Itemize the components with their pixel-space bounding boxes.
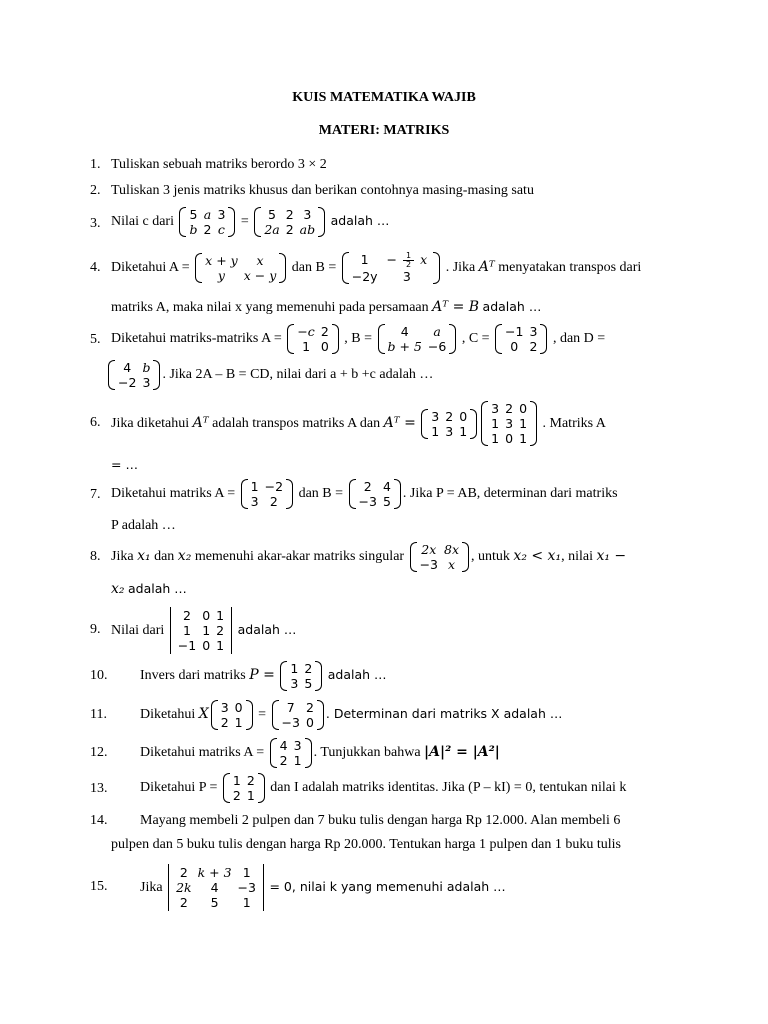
equation: P =	[249, 667, 275, 683]
matrix-cell: 1	[246, 787, 255, 803]
determinant-matrix	[170, 608, 232, 653]
question-5	[111, 322, 605, 356]
separator: , C =	[461, 331, 490, 346]
question-7-line2	[111, 517, 176, 535]
matrix-a	[270, 738, 312, 768]
question-7-mid: dan B =	[298, 486, 344, 501]
matrix-cell: b + 5	[387, 338, 422, 354]
matrix-cell: 2	[203, 221, 212, 237]
question-3-intro: Nilai c dari	[111, 214, 174, 229]
matrix-cell	[381, 252, 434, 269]
matrix-cell: 3	[303, 206, 312, 222]
matrix-cell: 2	[304, 660, 313, 676]
matrix-cell: k + 3	[197, 865, 232, 881]
matrix-cell: 2k	[176, 880, 192, 896]
transpose-symbol: Aᵀ	[478, 259, 495, 275]
matrix-cell: 5	[304, 675, 313, 691]
expression: x₁ −	[596, 548, 627, 564]
question-13	[140, 771, 626, 805]
question-number: 2.	[90, 183, 101, 198]
matrix-left	[421, 409, 477, 439]
question-7	[111, 477, 618, 511]
question-13-tail: dan I adalah matriks identitas. Jika (P – kI) = 0, tentukan nilai k	[270, 780, 627, 795]
matrix-cell: 1	[216, 608, 225, 624]
matrix-cell: 3	[142, 374, 151, 390]
question-8-intro: Jika	[111, 549, 134, 564]
question-4-line2-text: matriks A, maka nilai x yang memenuhi pada persamaan	[111, 300, 429, 315]
fraction-numerator: 1	[403, 252, 414, 261]
matrix-cell: 1	[491, 416, 500, 432]
matrix-cell: 3	[431, 408, 440, 424]
question-4-post: . Jika	[445, 260, 476, 275]
question-2-text: Tuliskan 3 jenis matriks khusus dan berikan contohnya masing-masing satu	[111, 183, 534, 198]
matrix-cell: −2	[264, 478, 284, 494]
matrix-cell: −6	[427, 338, 447, 354]
matrix-cell: −3	[281, 714, 300, 730]
matrix-cell: 5	[210, 895, 219, 911]
matrix-right	[481, 401, 537, 446]
question-10-tail: adalah …	[327, 667, 387, 682]
transpose-symbol: Aᵀ	[192, 415, 209, 431]
matrix-cell: 0	[305, 714, 314, 730]
question-9-tail: adalah …	[237, 622, 297, 637]
matrix-cell: 1	[216, 638, 225, 654]
matrix-cell: −2y	[351, 268, 378, 284]
matrix-cell: −2	[118, 374, 137, 390]
question-8	[111, 539, 626, 574]
matrix-cell: 2	[505, 401, 514, 417]
question-14-line1: Mayang membeli 2 pulpen dan 7 buku tulis dengan harga Rp 12.000. Alan membeli 6	[140, 813, 621, 828]
question-5-intro: Diketahui matriks-matriks A =	[111, 331, 282, 346]
matrix-cell: 2	[279, 752, 288, 768]
matrix-a	[195, 253, 286, 283]
variable: x₂	[177, 548, 192, 564]
question-12-intro: Diketahui matriks A =	[140, 745, 265, 760]
matrix-right	[272, 700, 324, 730]
equals-sign: =	[258, 707, 266, 722]
equation: Aᵀ =	[383, 415, 416, 431]
matrix-cell: x − y	[243, 267, 277, 283]
question-7-tail: . Jika P = AB, determinan dari matriks	[402, 486, 618, 501]
matrix-cell: 1	[202, 623, 211, 639]
variable: x₂	[111, 581, 125, 597]
question-4-line2-tail: adalah …	[482, 299, 542, 314]
question-number: 6.	[90, 415, 101, 430]
matrix-cell: 0	[202, 638, 211, 654]
matrix-cell: 8x	[444, 541, 460, 557]
determinant-matrix	[168, 865, 264, 910]
question-number: 7.	[90, 487, 101, 502]
matrix-cell: 2	[246, 772, 255, 788]
matrix-cell: 1	[293, 752, 302, 768]
matrix-right	[254, 207, 325, 237]
question-15-tail: = 0, nilai k yang memenuhi adalah …	[269, 879, 506, 894]
matrix-cell: −3	[419, 556, 439, 572]
variable: x	[420, 251, 428, 267]
fraction	[400, 252, 417, 269]
matrix-left	[179, 207, 235, 237]
matrix-cell: 3	[505, 416, 514, 432]
matrix-a	[287, 324, 338, 354]
question-number: 9.	[90, 622, 101, 637]
question-4-mid: dan B =	[291, 260, 337, 275]
matrix-cell: 2	[220, 714, 229, 730]
matrix-cell: −3	[237, 880, 256, 896]
matrix-cell: 3	[402, 268, 411, 284]
minus-sign: −	[386, 251, 398, 267]
question-12-post: . Tunjukkan bahwa	[313, 745, 421, 760]
matrix-cell: a	[433, 323, 441, 339]
matrix	[410, 542, 469, 572]
question-number: 13.	[90, 781, 108, 796]
matrix-cell: 1	[302, 338, 311, 354]
question-number: 3.	[90, 216, 101, 231]
matrix-cell: 4	[210, 880, 219, 896]
page-subtitle: MATERI: MATRIKS	[318, 123, 450, 138]
matrix-cell: 0	[320, 338, 329, 354]
matrix-cell: 2	[232, 787, 241, 803]
matrix-d	[108, 360, 160, 390]
matrix-cell: 1	[250, 478, 259, 494]
matrix-cell: 1	[491, 431, 500, 447]
question-number: 8.	[90, 549, 101, 564]
matrix-cell: ab	[299, 221, 316, 237]
question-15-intro: Jika	[140, 880, 163, 895]
matrix-cell: b	[142, 359, 151, 375]
matrix-left	[211, 700, 253, 730]
matrix-cell: 3	[491, 401, 500, 417]
matrix-cell: 2	[183, 608, 191, 624]
matrix-cell: 5	[189, 206, 198, 222]
matrix-cell: −3	[358, 493, 377, 509]
question-4-line2	[111, 298, 541, 317]
question-6-tail: . Matriks A	[542, 416, 606, 431]
matrix-cell: 1	[459, 423, 468, 439]
matrix-cell: 1	[360, 251, 369, 267]
question-1-text: Tuliskan sebuah matriks berordo 3 × 2	[111, 157, 327, 172]
matrix-cell: x	[447, 556, 456, 572]
question-11	[140, 697, 562, 732]
matrix-cell: 0	[510, 338, 519, 354]
question-8-post: , untuk	[471, 549, 510, 564]
matrix-cell: 7	[286, 699, 295, 715]
question-4-post2: menyatakan transpos dari	[498, 260, 642, 275]
matrix-cell: 1	[232, 772, 241, 788]
matrix-cell: 1	[242, 895, 251, 911]
matrix-b	[342, 252, 440, 284]
separator: , dan D =	[552, 331, 606, 346]
matrix-cell: 2	[285, 221, 294, 237]
matrix-cell: 2	[363, 478, 372, 494]
matrix-cell: 4	[382, 478, 391, 494]
matrix-cell: 2	[445, 408, 454, 424]
matrix-cell: 4	[400, 323, 409, 339]
matrix-cell: 3	[220, 699, 229, 715]
matrix-cell: 3	[293, 737, 302, 753]
question-8-post2: , nilai	[561, 549, 593, 564]
question-11-tail: . Determinan dari matriks X adalah …	[325, 706, 563, 721]
question-15	[140, 860, 506, 915]
matrix-cell: 2	[179, 865, 188, 881]
question-11-intro: Diketahui	[140, 707, 196, 722]
question-8-mid: memenuhi akar-akar matriks singular	[194, 549, 405, 564]
question-9	[111, 603, 296, 658]
matrix-cell: 2x	[421, 541, 437, 557]
matrix-cell: x	[256, 252, 264, 268]
matrix-cell: 1	[431, 423, 440, 439]
separator: , B =	[344, 331, 372, 346]
matrix-p	[280, 661, 322, 691]
question-12	[140, 735, 500, 770]
matrix-b	[378, 324, 457, 354]
matrix-cell: 1	[519, 416, 528, 432]
matrix-cell: 1	[519, 431, 528, 447]
variable: x₁	[137, 548, 151, 564]
question-3	[111, 206, 389, 237]
matrix-p	[223, 773, 265, 803]
question-7-intro: Diketahui matriks A =	[111, 486, 236, 501]
question-number: 4.	[90, 260, 101, 275]
matrix-cell: 0	[519, 401, 528, 417]
question-10	[140, 658, 387, 693]
matrix-cell: 5	[382, 493, 391, 509]
fraction-denominator: 2	[406, 259, 412, 269]
matrix-cell: y	[217, 267, 225, 283]
matrix-cell: 0	[505, 431, 514, 447]
matrix-b	[349, 479, 401, 509]
matrix-cell: 0	[234, 699, 243, 715]
matrix-cell: 2	[285, 206, 294, 222]
question-10-intro: Invers dari matriks	[140, 668, 246, 683]
matrix-cell: 2	[216, 623, 225, 639]
matrix-c	[495, 324, 547, 354]
matrix-cell: −1	[177, 638, 197, 654]
matrix-cell: 3	[217, 206, 226, 222]
question-6-intro: Jika diketahui	[111, 416, 190, 431]
matrix-cell: 1	[183, 623, 191, 639]
question-number: 14.	[90, 813, 108, 828]
matrix-cell: b	[189, 221, 198, 237]
matrix-cell: 2a	[264, 221, 280, 237]
question-9-intro: Nilai dari	[111, 623, 165, 638]
matrix-cell: 1	[242, 865, 251, 881]
question-14-line2: pulpen dan 5 buku tulis dengan harga Rp 20.000. Tentukan harga 1 pulpen dan 1 buku tulis	[111, 837, 621, 852]
matrix-cell: 3	[529, 323, 538, 339]
matrix-cell: −c	[297, 323, 315, 339]
variable: X	[198, 706, 209, 722]
matrix-cell: 4	[123, 359, 132, 375]
question-6-line2: = …	[111, 457, 138, 472]
equation: |A|² = |A²|	[424, 744, 500, 760]
matrix-cell: 4	[279, 737, 288, 753]
question-4	[111, 248, 641, 287]
matrix-cell: 2	[529, 338, 538, 354]
question-5-line2	[108, 358, 433, 392]
question-number: 1.	[90, 157, 101, 172]
question-6	[111, 396, 606, 451]
question-number: 10.	[90, 668, 108, 683]
matrix-cell: 2	[305, 699, 314, 715]
matrix-cell: a	[203, 206, 212, 222]
matrix-cell: 1	[234, 714, 243, 730]
matrix-cell: 0	[459, 408, 468, 424]
condition: x₂ < x₁	[513, 548, 562, 564]
matrix-cell: 2	[179, 895, 188, 911]
equation: Aᵀ = B	[432, 299, 480, 315]
matrix-cell: 1	[290, 660, 299, 676]
matrix-cell: c	[217, 221, 225, 237]
matrix-cell: 3	[250, 493, 259, 509]
question-number: 11.	[90, 707, 107, 722]
question-8-line2	[111, 580, 187, 599]
matrix-cell: −1	[505, 323, 524, 339]
equals-sign: =	[240, 214, 249, 229]
page-title: KUIS MATEMATIKA WAJIB	[292, 90, 476, 105]
question-5-tail: . Jika 2A – B = CD, nilai dari a + b +c adalah …	[162, 367, 434, 382]
question-4-intro: Diketahui A =	[111, 260, 190, 275]
question-number: 12.	[90, 745, 108, 760]
matrix-cell: 3	[290, 675, 299, 691]
matrix-cell: 2	[320, 323, 329, 339]
matrix-a	[241, 479, 293, 509]
question-13-intro: Diketahui P =	[140, 780, 218, 795]
question-3-tail: adalah …	[330, 213, 390, 228]
question-number: 15.	[90, 879, 108, 894]
conjunction: dan	[154, 549, 175, 564]
matrix-cell: 2	[269, 493, 278, 509]
question-6-mid: adalah transpos matriks A dan	[212, 416, 381, 431]
question-7-line2-text: P adalah …	[111, 518, 176, 533]
matrix-cell: 3	[445, 423, 454, 439]
question-number: 5.	[90, 332, 101, 347]
question-8-line2-text: adalah …	[128, 581, 187, 596]
matrix-cell: 5	[268, 206, 276, 222]
matrix-cell: x + y	[205, 252, 238, 268]
matrix-cell: 0	[202, 608, 211, 624]
